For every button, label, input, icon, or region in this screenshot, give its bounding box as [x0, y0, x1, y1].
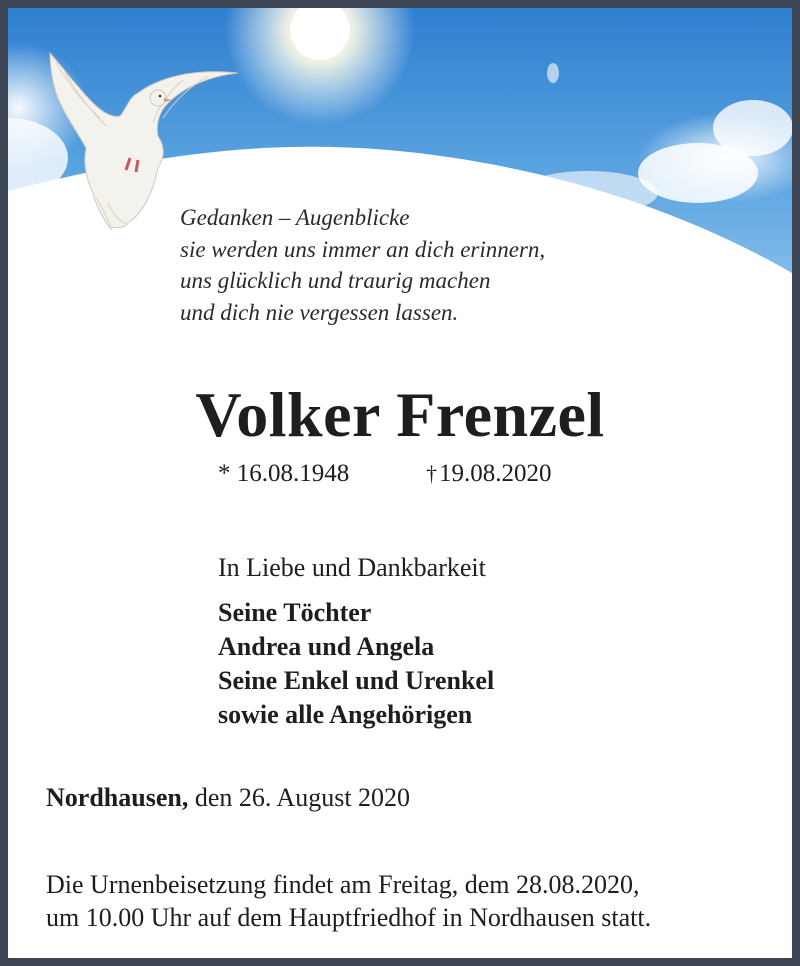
mourners-list [218, 596, 494, 732]
mourner-line: Andrea und Angela [218, 632, 435, 661]
poem-line: sie werden uns immer an dich erinnern, [180, 236, 546, 262]
poem-line: und dich nie vergessen lassen. [180, 299, 459, 325]
mourner-line: Seine Töchter [218, 598, 372, 627]
notice-line: um 10.00 Uhr auf dem Hauptfriedhof in Nordhausen statt. [46, 903, 652, 932]
birth-date [218, 460, 349, 488]
mourner-line: sowie alle Angehörigen [218, 700, 473, 729]
mourners-intro: In Liebe und Dankbarkeit [218, 553, 486, 582]
place: Nordhausen, [46, 783, 189, 812]
death-date-value: 19.08.2020 [439, 460, 552, 487]
date: den 26. August 2020 [194, 783, 411, 812]
poem [180, 202, 545, 328]
poem-line: uns glücklich und traurig machen [180, 268, 491, 293]
notice-line: Die Urnenbeisetzung findet am Freitag, dem 28.08.2020, [46, 870, 640, 899]
dagger-icon: † [426, 461, 437, 486]
place-and-date [46, 783, 410, 813]
poem-line: Gedanken – Augenblicke [180, 205, 410, 230]
birth-date-value: 16.08.1948 [236, 460, 350, 487]
birth-symbol: * [218, 460, 231, 487]
mourner-line: Seine Enkel und Urenkel [218, 666, 495, 695]
death-date [426, 460, 552, 488]
burial-notice [46, 868, 651, 934]
deceased-name: Volker Frenzel [195, 379, 605, 450]
